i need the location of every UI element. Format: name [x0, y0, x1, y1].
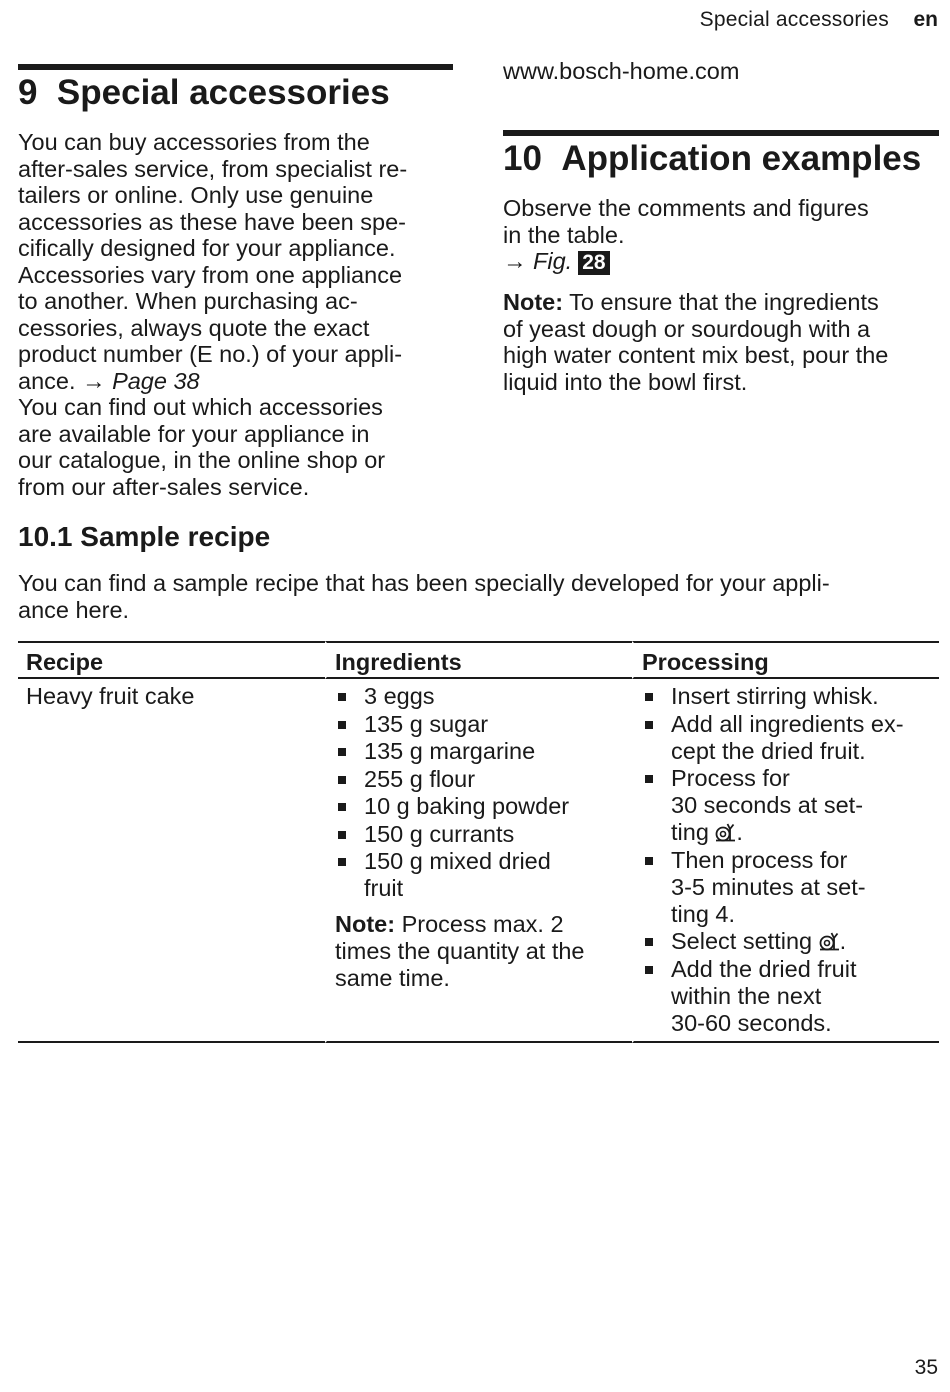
section10-1-line: You can find a sample recipe that has been specially developed for your appli-	[18, 570, 830, 596]
section10-body	[503, 195, 943, 395]
figure-number-badge[interactable]: 28	[578, 251, 609, 275]
page-reference-link[interactable]: Page 38	[112, 367, 200, 394]
square-bullet-icon	[338, 721, 346, 729]
section9-line: product number (E no.) of your appli-	[18, 341, 403, 367]
section10-note: Note: To ensure that the ingredients	[503, 289, 879, 315]
recipe-table	[18, 641, 939, 1043]
figure-reference	[503, 248, 943, 275]
square-bullet-icon	[645, 938, 653, 946]
square-bullet-icon	[338, 748, 346, 756]
header-language: en	[913, 8, 938, 31]
snail-setting-icon	[715, 822, 736, 842]
section9-line: from our after-sales service.	[18, 473, 310, 500]
square-bullet-icon	[338, 831, 346, 839]
section9-line: our catalogue, in the online shop or	[18, 447, 386, 473]
section9-heading	[18, 73, 390, 113]
list-item: 3 eggs	[335, 683, 624, 710]
list-item: Process for 30 seconds at set- ting .	[642, 765, 931, 846]
table-row	[18, 679, 939, 1043]
section9-line: You can find out which accessories	[18, 394, 383, 420]
section9-line: tailers or online. Only use genuine	[18, 182, 374, 208]
section9-rule	[18, 64, 453, 70]
section10-1-line: ance here.	[18, 596, 130, 623]
section9-line: Accessories vary from one appliance	[18, 261, 403, 288]
section9-line: cifically designed for your appliance.	[18, 235, 396, 261]
square-bullet-icon	[338, 693, 346, 701]
square-bullet-icon	[338, 803, 346, 811]
arrow-right-icon: →	[503, 248, 527, 274]
section9-line: to another. When purchasing ac-	[18, 288, 358, 314]
section10-title: Application examples	[561, 139, 922, 178]
section9-body	[18, 129, 458, 500]
ingredients-list	[335, 683, 624, 902]
list-item: Select setting .	[642, 928, 931, 955]
column-header-processing: Processing	[632, 641, 939, 679]
section10-note-line: liquid into the bowl first.	[503, 368, 748, 395]
section9-line: after-sales service, from specialist re-	[18, 155, 408, 182]
square-bullet-icon	[338, 776, 346, 784]
note-label: Note:	[503, 289, 564, 315]
section9-number: 9	[18, 73, 38, 112]
ingredients-note: Note: Process max. 2 times the quantity at the same time.	[335, 911, 585, 991]
square-bullet-icon	[645, 966, 653, 974]
section10-note-line: of yeast dough or sourdough with a	[503, 315, 871, 342]
list-item: 10 g baking powder	[335, 793, 624, 820]
list-item: 150 g currants	[335, 821, 624, 848]
list-item: Add all ingredients ex- cept the dried fruit.	[642, 711, 931, 765]
section10-1-heading: 10.1 Sample recipe	[18, 521, 271, 552]
header-section-name: Special accessories	[699, 8, 889, 31]
list-item: 135 g margarine	[335, 738, 624, 765]
list-item: 150 g mixed dried fruit	[335, 848, 624, 902]
section10-rule	[503, 130, 939, 136]
section9-title: Special accessories	[56, 73, 390, 112]
section10-number: 10	[503, 139, 542, 178]
table-header-row	[18, 641, 939, 679]
section9-line: cessories, always quote the exact	[18, 314, 370, 341]
list-item: Insert stirring whisk.	[642, 683, 931, 710]
section10-heading	[503, 139, 921, 179]
section10-line: in the table.	[503, 221, 625, 248]
column-header-ingredients: Ingredients	[325, 641, 632, 679]
list-item: 135 g sugar	[335, 711, 624, 738]
recipe-cell: Heavy fruit cake	[18, 679, 325, 1043]
page-number: 35	[914, 1356, 938, 1379]
section10-line: Observe the comments and figures	[503, 195, 869, 221]
processing-cell	[632, 679, 939, 1043]
list-item: Then process for 3-5 minutes at set- ting 4.	[642, 847, 931, 928]
square-bullet-icon	[645, 721, 653, 729]
square-bullet-icon	[645, 693, 653, 701]
section10-note-line: high water content mix best, pour the	[503, 342, 889, 368]
list-item: 255 g flour	[335, 766, 624, 793]
column-header-recipe: Recipe	[18, 641, 325, 679]
ingredients-cell	[325, 679, 632, 1043]
square-bullet-icon	[338, 858, 346, 866]
square-bullet-icon	[645, 775, 653, 783]
section9-line: accessories as these have been spe-	[18, 208, 406, 235]
snail-setting-icon	[819, 931, 840, 951]
arrow-right-icon: →	[82, 367, 106, 394]
list-item: Add the dried fruit within the next 30-60 seconds.	[642, 956, 931, 1037]
square-bullet-icon	[645, 857, 653, 865]
website-url[interactable]: www.bosch-home.com	[503, 58, 740, 84]
section9-line: ance. → Page 38	[18, 367, 200, 394]
section9-line: are available for your appliance in	[18, 420, 370, 447]
section9-line: You can buy accessories from the	[18, 129, 370, 155]
figure-label: Fig.	[533, 248, 573, 274]
note-label: Note:	[335, 911, 396, 937]
processing-list	[642, 683, 931, 1037]
section10-1-body	[18, 570, 943, 623]
